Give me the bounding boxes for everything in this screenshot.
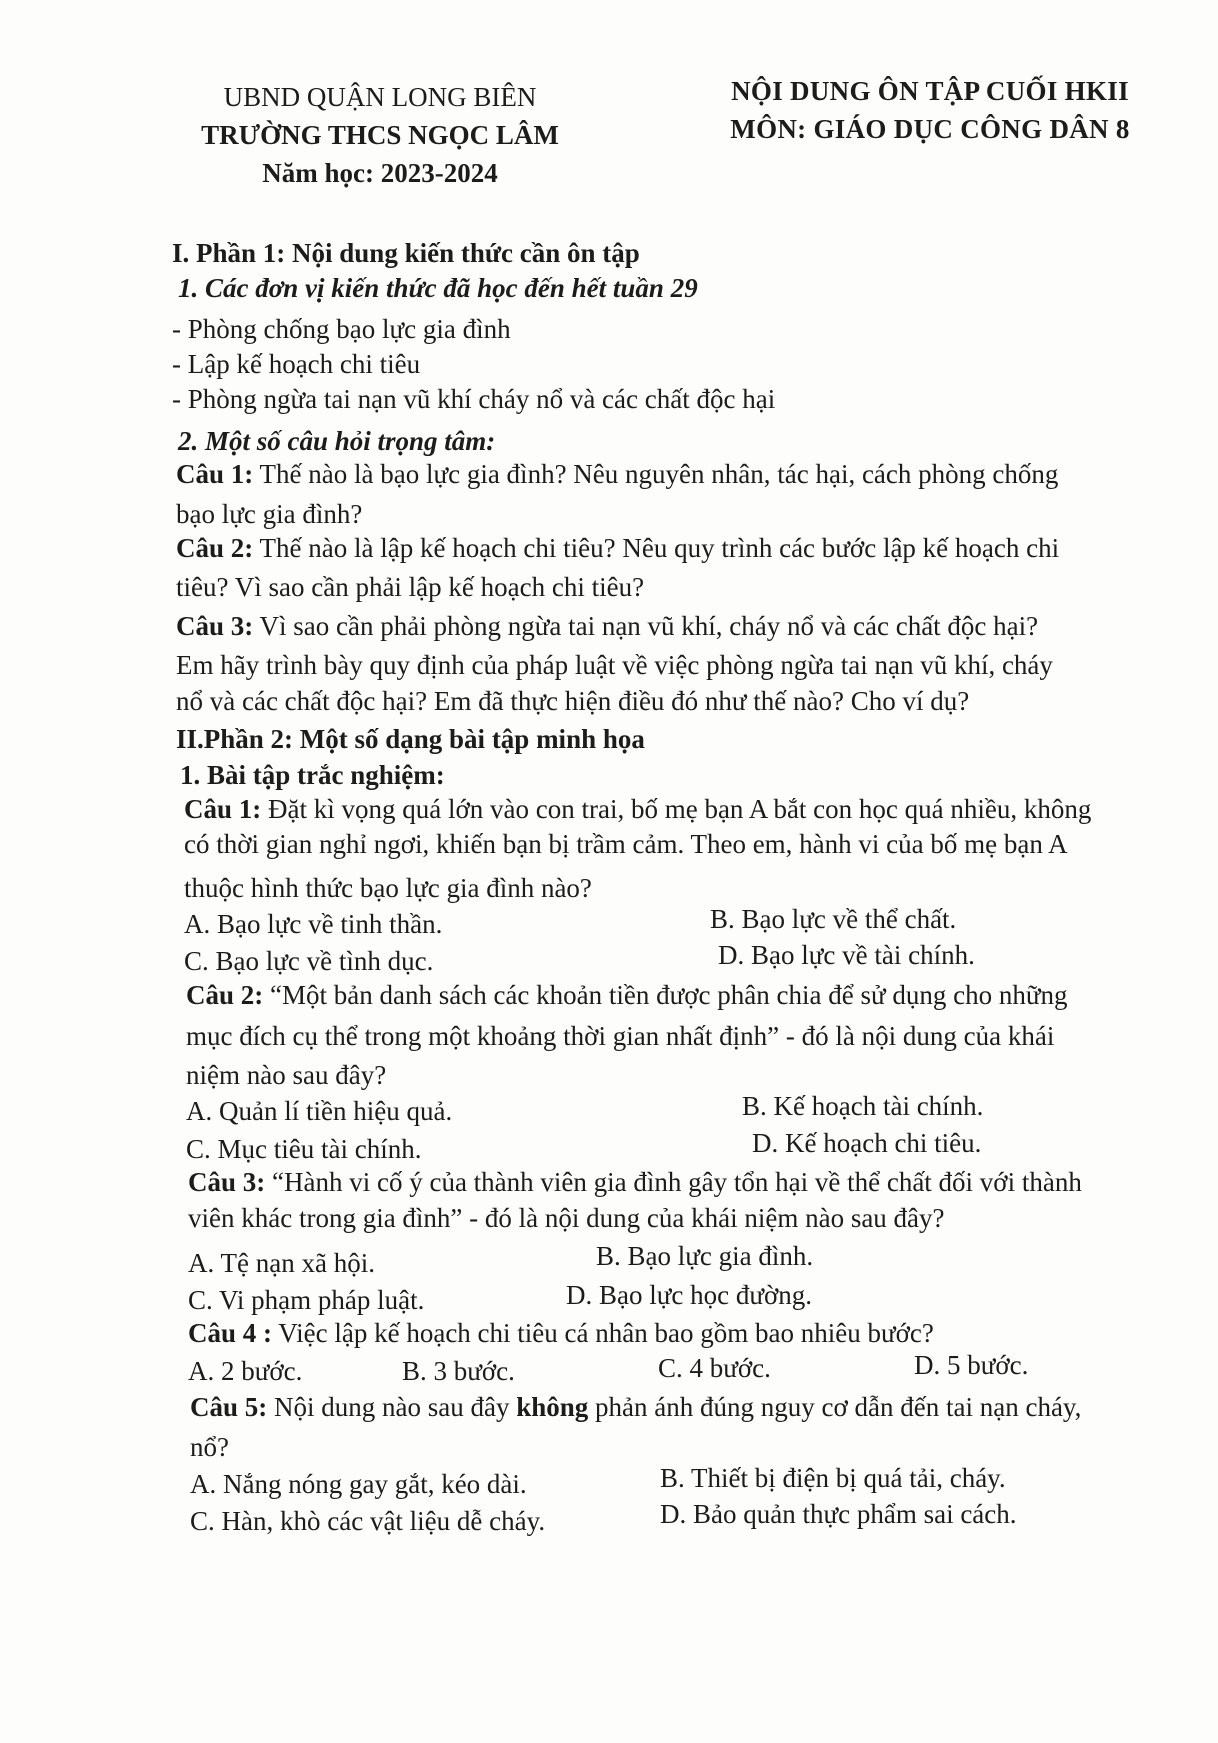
school-year: Năm học: 2023-2024 (262, 158, 498, 188)
question-label: Câu 2: (176, 533, 254, 563)
school-name: TRƯỜNG THCS NGỌC LÂM (201, 120, 559, 150)
mcq-question-3 (188, 1165, 1082, 1199)
question-text: Em hãy trình bày quy định của pháp luật về việc phòng ngừa tai nạn vũ khí, cháy (176, 650, 1053, 680)
answer-option: B. Thiết bị điện bị quá tải, cháy. (660, 1463, 1006, 1493)
topic-item: - Lập kế hoạch chi tiêu (172, 349, 421, 379)
question-text: bạo lực gia đình? (176, 499, 363, 529)
question-text: thuộc hình thức bạo lực gia đình nào? (184, 873, 592, 903)
answer-option: B. Bạo lực về thể chất. (710, 904, 957, 934)
part1-heading: I. Phần 1: Nội dung kiến thức cần ôn tập (172, 238, 640, 268)
question-text: Thế nào là lập kế hoạch chi tiêu? Nêu quy trình các bước lập kế hoạch chi (253, 533, 1060, 563)
question-label: Câu 1: (176, 459, 254, 489)
question-text: Nội dung nào sau đây (267, 1392, 517, 1422)
answer-option: A. Tệ nạn xã hội. (188, 1248, 375, 1278)
answer-option: C. 4 bước. (658, 1353, 771, 1383)
answer-option: D. Kế hoạch chi tiêu. (752, 1128, 982, 1158)
answer-option: C. Hàn, khò các vật liệu dễ cháy. (190, 1506, 546, 1536)
mcq-question-2 (186, 978, 1067, 1012)
answer-option: B. Bạo lực gia đình. (596, 1241, 814, 1271)
mcq-question-4 (188, 1316, 934, 1350)
answer-option: D. Bạo lực về tài chính. (718, 940, 975, 970)
question-text: Việc lập kế hoạch chi tiêu cá nhân bao gồm bao nhiêu bước? (272, 1318, 934, 1348)
review-question-2 (176, 531, 1059, 565)
header-left (170, 78, 590, 192)
answer-option: A. Nắng nóng gay gắt, kéo dài. (190, 1469, 527, 1499)
question-text: tiêu? Vì sao cần phải lập kế hoạch chi tiêu? (176, 572, 645, 602)
question-text: có thời gian nghỉ ngơi, khiến bạn bị trầm cảm. Theo em, hành vi của bố mẹ bạn A (184, 829, 1068, 859)
district-name: UBND QUẬN LONG BIÊN (223, 82, 537, 112)
header-right (700, 72, 1160, 148)
question-label: Câu 3: (188, 1167, 266, 1197)
answer-option: B. 3 bước. (402, 1356, 515, 1386)
review-question-3 (176, 609, 1038, 643)
question-text: mục đích cụ thể trong một khoảng thời gian nhất định” - đó là nội dung của khái (186, 1021, 1055, 1051)
question-text: niệm nào sau đây? (186, 1060, 387, 1090)
question-text: Đặt kì vọng quá lớn vào con trai, bố mẹ bạn A bắt con học quá nhiều, không (261, 794, 1092, 824)
part1-subheading-1: 1. Các đơn vị kiến thức đã học đến hết tuần 29 (178, 273, 698, 303)
mcq-question-5 (190, 1390, 1081, 1424)
question-label: Câu 1: (184, 794, 262, 824)
question-label: Câu 4 : (188, 1318, 273, 1348)
answer-option: D. Bạo lực học đường. (566, 1280, 813, 1310)
question-text: nổ? (190, 1432, 229, 1462)
mcq-question-1 (184, 792, 1091, 826)
question-text: nổ và các chất độc hại? Em đã thực hiện điều đó như thế nào? Cho ví dụ? (176, 686, 970, 716)
answer-option: A. Quản lí tiền hiệu quả. (186, 1096, 453, 1126)
question-text: Vì sao cần phải phòng ngừa tai nạn vũ khí, cháy nổ và các chất độc hại? (253, 611, 1039, 641)
answer-option: B. Kế hoạch tài chính. (742, 1091, 984, 1121)
answer-option: C. Vi phạm pháp luật. (188, 1285, 425, 1315)
part2-heading: II.Phần 2: Một số dạng bài tập minh họa (176, 724, 645, 754)
answer-option: A. Bạo lực về tinh thần. (184, 909, 443, 939)
question-text: Thế nào là bạo lực gia đình? Nêu nguyên nhân, tác hại, cách phòng chống (253, 459, 1059, 489)
topic-item: - Phòng ngừa tai nạn vũ khí cháy nổ và các chất độc hại (172, 384, 776, 414)
question-text: “Một bản danh sách các khoản tiền được phân chia để sử dụng cho những (263, 980, 1068, 1010)
question-label: Câu 2: (186, 980, 264, 1010)
question-text: “Hành vi cố ý của thành viên gia đình gây tổn hại về thể chất đối với thành (265, 1167, 1082, 1197)
question-text: phản ánh đúng nguy cơ dẫn đến tai nạn cháy, (588, 1392, 1082, 1422)
question-label: Câu 5: (190, 1392, 268, 1422)
answer-option: A. 2 bước. (188, 1356, 303, 1386)
part1-subheading-2: 2. Một số câu hỏi trọng tâm: (178, 426, 496, 456)
subject-title: MÔN: GIÁO DỤC CÔNG DÂN 8 (730, 114, 1130, 144)
answer-option: C. Bạo lực về tình dục. (184, 946, 434, 976)
answer-option: C. Mục tiêu tài chính. (186, 1134, 422, 1164)
answer-option: D. 5 bước. (914, 1350, 1029, 1380)
document-title: NỘI DUNG ÔN TẬP CUỐI HKII (731, 76, 1129, 106)
question-label: Câu 3: (176, 611, 254, 641)
topic-item: - Phòng chống bạo lực gia đình (172, 314, 511, 344)
question-text: viên khác trong gia đình” - đó là nội dung của khái niệm nào sau đây? (188, 1203, 945, 1233)
emphasis-word: không (516, 1392, 589, 1422)
part2-subheading-1: 1. Bài tập trắc nghiệm: (180, 760, 445, 790)
review-question-1 (176, 457, 1058, 491)
answer-option: D. Bảo quản thực phẩm sai cách. (660, 1499, 1017, 1529)
